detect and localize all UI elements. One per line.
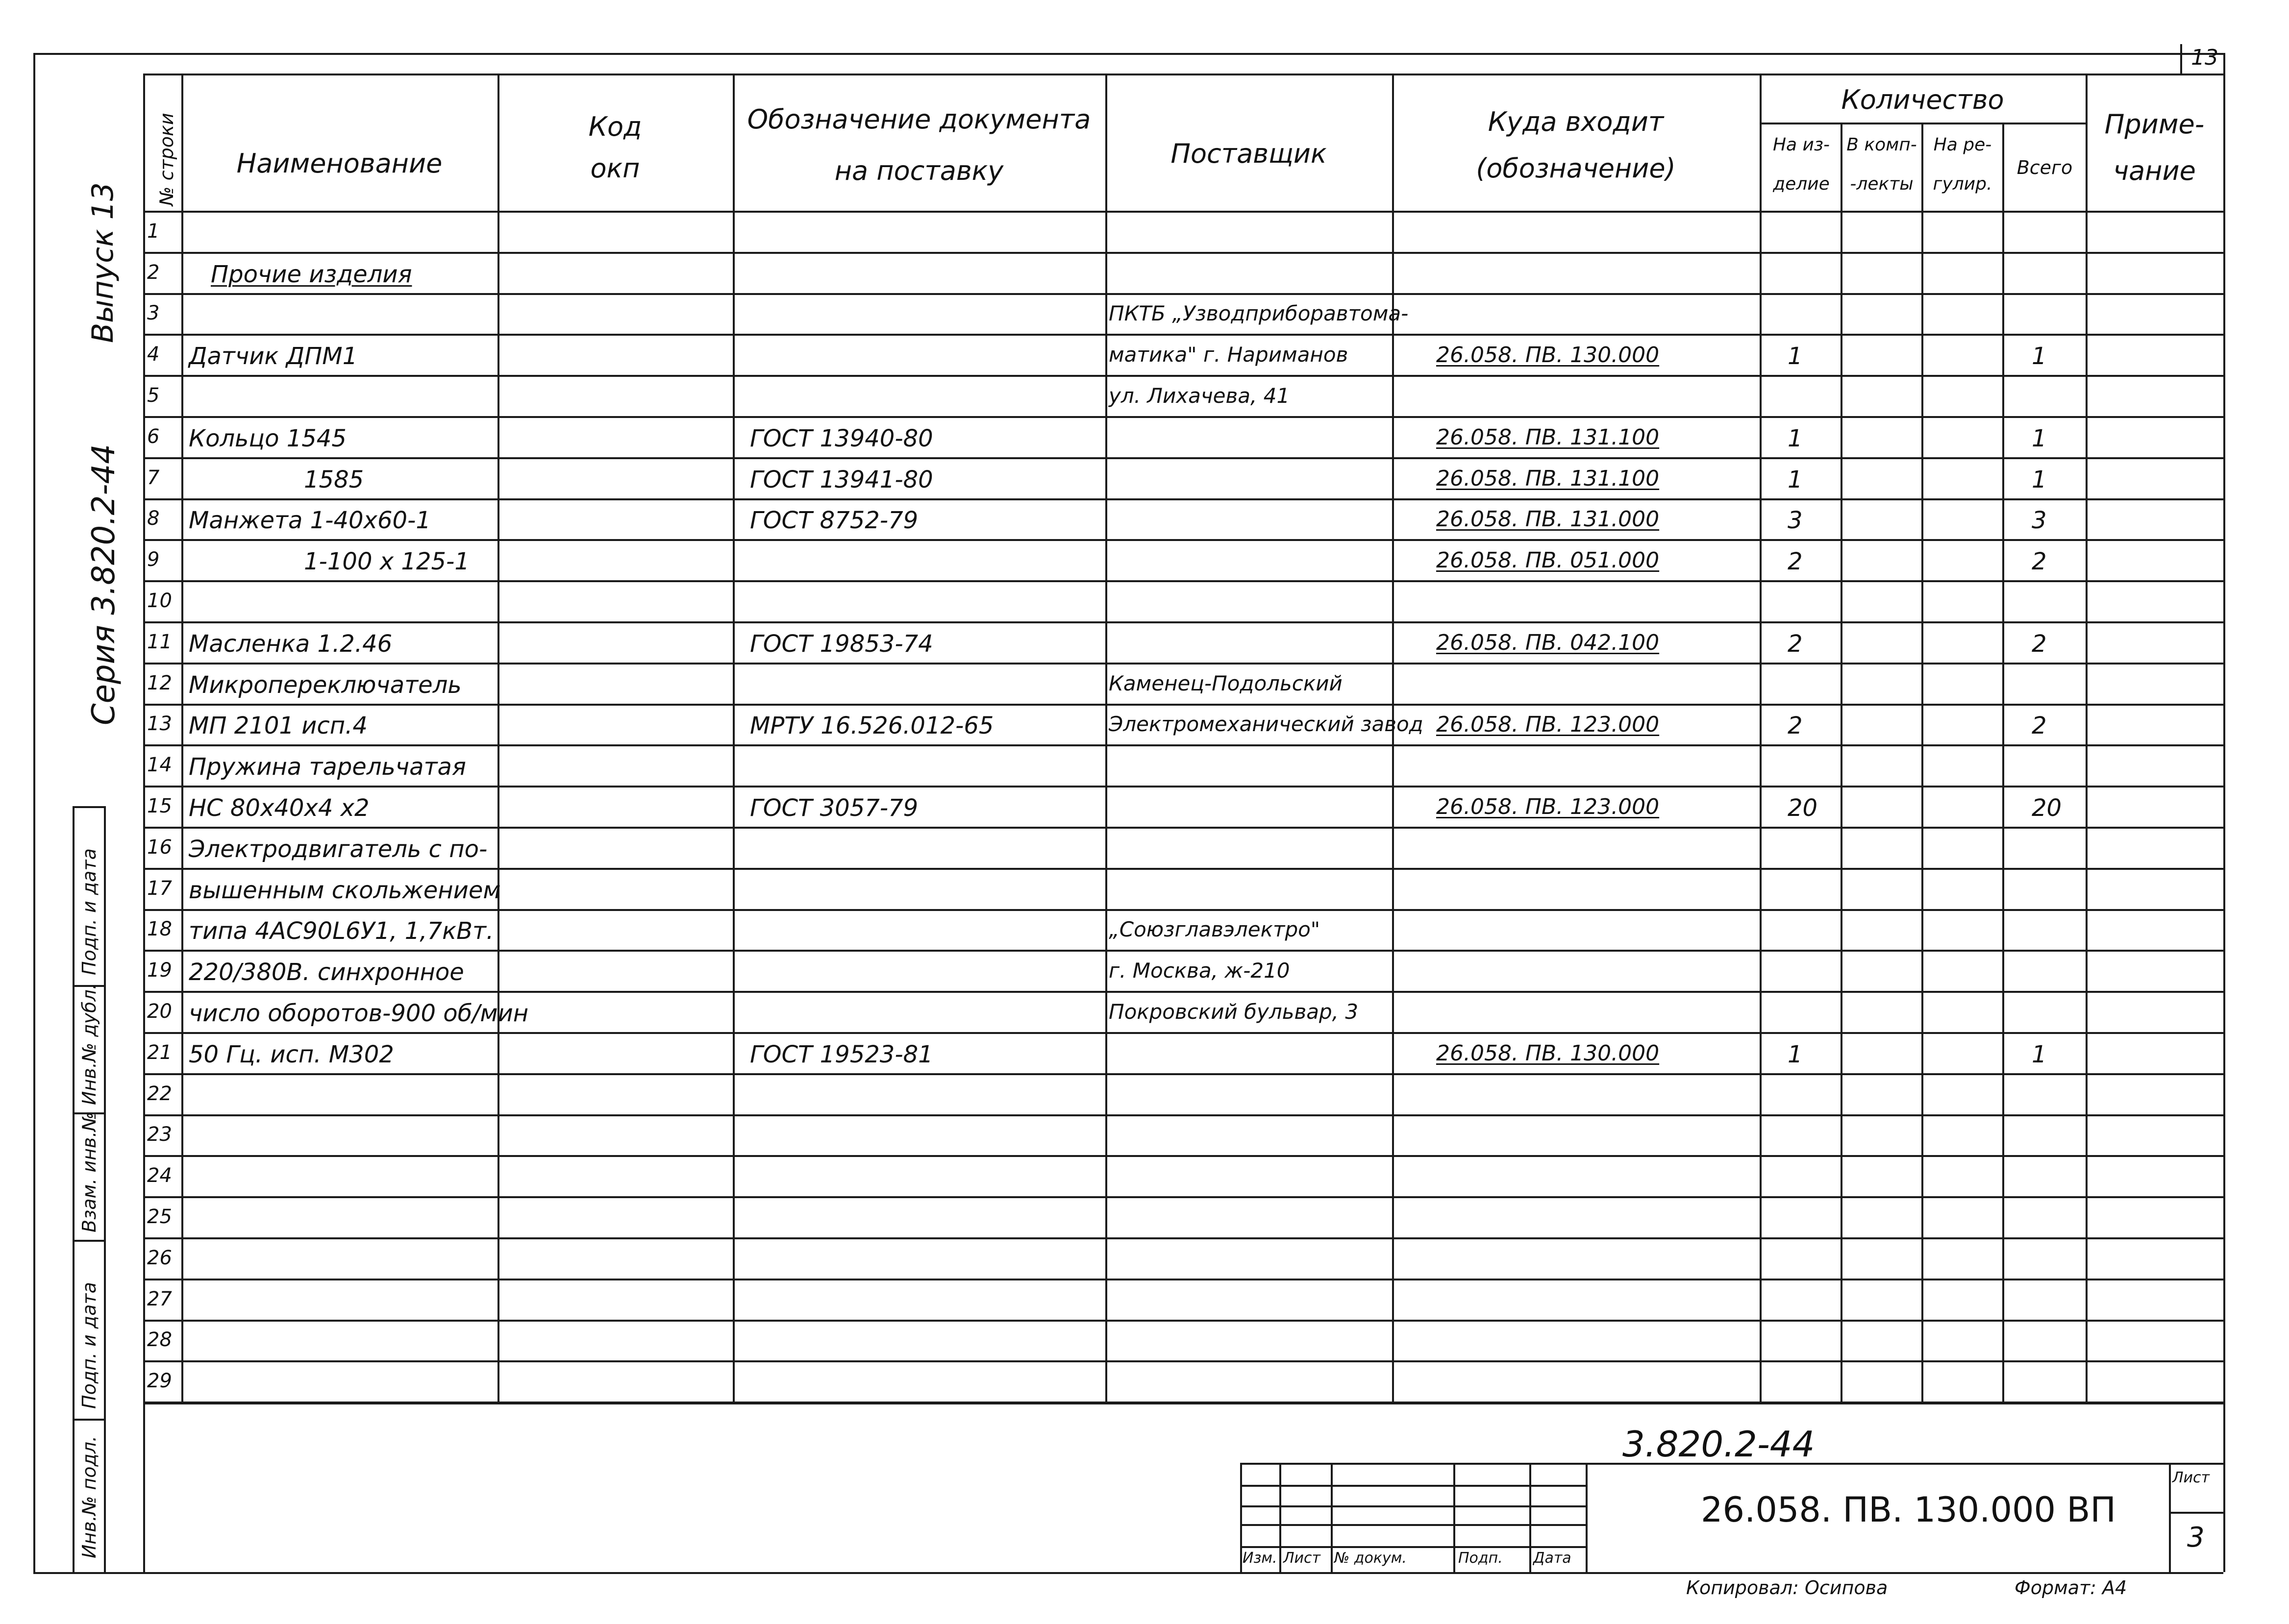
tb-col-doc: № докум. (1334, 1550, 1407, 1567)
row-where: 26.058. ПВ. 042.100 (1436, 630, 1660, 655)
header-q-reg-2: гулир. (1933, 174, 1992, 194)
header-name: Наименование (236, 148, 443, 179)
row-separator (143, 1360, 2223, 1362)
row-doc: ГОСТ 13940-80 (750, 425, 933, 452)
header-doc-2: на поставку (834, 155, 1004, 186)
stamp-replace-inv: Взам. инв.№ (78, 1112, 100, 1232)
row-name: число оборотов-900 об/мин (189, 1000, 529, 1027)
row-qty-item: 1 (1788, 466, 1803, 493)
row-where: 26.058. ПВ. 131.100 (1436, 425, 1660, 450)
row-separator (143, 498, 2223, 500)
row-separator (143, 704, 2223, 706)
row-supplier: Покровский бульвар, 3 (1109, 1000, 1359, 1024)
row-name: Электродвигатель с по- (189, 836, 488, 863)
row-name: 220/380В. синхронное (189, 959, 464, 986)
frame-left (33, 53, 35, 1572)
header-supplier: Поставщик (1170, 138, 1327, 169)
row-separator (143, 539, 2223, 541)
row-qty-total: 1 (2032, 425, 2047, 452)
row-where: 26.058. ПВ. 123.000 (1436, 712, 1660, 737)
header-q-kit-2: -лекты (1850, 174, 1914, 194)
row-separator (143, 375, 2223, 377)
row-supplier: „Союзглавэлектро" (1109, 917, 1320, 941)
row-number: 28 (147, 1329, 172, 1351)
row-number: 11 (147, 631, 172, 653)
row-where: 26.058. ПВ. 130.000 (1436, 1041, 1660, 1066)
header-q-kit-1: В комп- (1846, 135, 1917, 155)
row-qty-total: 1 (2032, 343, 2047, 370)
row-separator (143, 580, 2223, 582)
row-number: 19 (147, 959, 172, 982)
row-name: Масленка 1.2.46 (189, 630, 393, 658)
copied-by: Копировал: Осипова (1686, 1577, 1888, 1599)
frame-right (2223, 53, 2225, 1572)
format-label: Формат: А4 (2015, 1577, 2127, 1599)
row-doc: ГОСТ 13941-80 (750, 466, 933, 493)
row-supplier: Электромеханический завод (1109, 712, 1423, 736)
stamp-sign-date-2: Подп. и дата (78, 1282, 100, 1409)
issue-label: Выпуск 13 (86, 182, 120, 343)
tb-col-date: Дата (1533, 1550, 1571, 1567)
row-doc: ГОСТ 19853-74 (750, 630, 933, 658)
row-separator (143, 1279, 2223, 1280)
table-top-border (143, 74, 2223, 75)
row-name: вышенным скольжением (189, 877, 501, 904)
row-qty-item: 1 (1788, 343, 1803, 370)
row-number: 9 (147, 548, 160, 571)
row-name: Прочие изделия (211, 261, 412, 288)
row-number: 18 (147, 918, 172, 940)
row-qty-total: 2 (2032, 548, 2047, 575)
row-number: 29 (147, 1370, 172, 1392)
row-number: 22 (147, 1083, 172, 1105)
row-number: 13 (147, 713, 172, 735)
row-name: типа 4АС90L6У1, 1,7кВт. (189, 917, 494, 945)
row-number: 23 (147, 1123, 172, 1146)
row-separator (143, 1320, 2223, 1322)
table-left-border (143, 74, 145, 1572)
row-separator (143, 416, 2223, 418)
header-where-2: (обозначение) (1476, 153, 1676, 184)
series-label: Серия 3.820.2-44 (86, 444, 122, 725)
row-doc: МРТУ 16.526.012-65 (750, 712, 994, 739)
row-qty-total: 20 (2032, 794, 2062, 822)
row-name: Манжета 1-40х60-1 (189, 507, 431, 534)
tb-col-izm: Изм. (1243, 1550, 1277, 1567)
row-number: 7 (147, 467, 160, 489)
header-okp-1: Код (588, 111, 642, 142)
row-name: Пружина тарельчатая (189, 753, 466, 781)
row-number: 14 (147, 754, 172, 776)
header-bottom-border (143, 211, 2223, 213)
sheet-label: Лист (2172, 1469, 2210, 1486)
row-number: 25 (147, 1206, 172, 1228)
row-separator (143, 293, 2223, 295)
row-number: 4 (147, 343, 160, 366)
row-qty-total: 1 (2032, 466, 2047, 493)
row-separator (143, 991, 2223, 993)
row-number: 26 (147, 1247, 172, 1269)
stamp-orig-inv: Инв.№ подл. (78, 1435, 100, 1558)
row-number: 8 (147, 507, 160, 530)
row-qty-item: 3 (1788, 507, 1803, 534)
row-name: МП 2101 исп.4 (189, 712, 368, 739)
row-where: 26.058. ПВ. 131.100 (1436, 466, 1660, 491)
series-code: 3.820.2-44 (1622, 1424, 1815, 1465)
header-q-item-2: делие (1773, 174, 1830, 194)
row-separator (143, 1114, 2223, 1116)
tb-col-sign: Подп. (1458, 1550, 1503, 1567)
header-row-no: № строки (156, 113, 177, 206)
doc-code: 26.058. ПВ. 130.000 ВП (1701, 1490, 2116, 1530)
row-doc: ГОСТ 19523-81 (750, 1041, 933, 1068)
stamp-dup-inv: Инв.№ дубл. (78, 984, 100, 1105)
header-where-1: Куда входит (1488, 106, 1664, 137)
row-separator (143, 1032, 2223, 1034)
row-where: 26.058. ПВ. 051.000 (1436, 548, 1660, 573)
frame-bottom (33, 1572, 2223, 1574)
row-separator (143, 744, 2223, 746)
row-where: 26.058. ПВ. 131.000 (1436, 507, 1660, 532)
sheet-number: 3 (2187, 1522, 2205, 1553)
row-separator (143, 621, 2223, 623)
row-number: 20 (147, 1000, 172, 1023)
row-separator (143, 1073, 2223, 1075)
row-separator (143, 663, 2223, 664)
row-name: Датчик ДПМ1 (189, 343, 358, 370)
header-q-total: Всего (2016, 157, 2073, 178)
row-supplier: ул. Лихачева, 41 (1109, 384, 1290, 408)
row-separator (143, 786, 2223, 787)
row-supplier: Каменец-Подольский (1109, 671, 1343, 695)
header-note-1: Приме- (2104, 109, 2205, 140)
row-where: 26.058. ПВ. 130.000 (1436, 343, 1660, 368)
row-number: 15 (147, 795, 172, 817)
row-qty-item: 2 (1788, 630, 1803, 658)
row-qty-item: 1 (1788, 1041, 1803, 1068)
row-name: Кольцо 1545 (189, 425, 347, 452)
row-qty-total: 1 (2032, 1041, 2047, 1068)
row-name: НС 80х40х4 х2 (189, 794, 370, 822)
row-separator (143, 1402, 2223, 1403)
header-okp-2: окп (590, 153, 640, 184)
frame-top (33, 53, 2223, 55)
row-separator (143, 950, 2223, 952)
tb-col-list: Лист (1283, 1550, 1321, 1567)
row-number: 12 (147, 672, 172, 694)
row-separator (143, 1237, 2223, 1239)
row-separator (143, 457, 2223, 459)
stamp-sign-date-1: Подп. и дата (78, 848, 100, 975)
row-supplier: г. Москва, ж-210 (1109, 959, 1290, 983)
row-doc: ГОСТ 3057-79 (750, 794, 919, 822)
corner-sheet-number: 13 (2191, 45, 2218, 70)
row-name: Микропереключатель (189, 671, 462, 699)
row-separator (143, 868, 2223, 870)
row-number: 5 (147, 384, 160, 407)
row-number: 24 (147, 1164, 172, 1187)
row-number: 27 (147, 1288, 172, 1310)
row-name: 50 Гц. исп. М302 (189, 1041, 394, 1068)
row-name: 1585 (304, 466, 364, 493)
row-qty-total: 3 (2032, 507, 2047, 534)
row-qty-item: 2 (1788, 548, 1803, 575)
row-number: 17 (147, 877, 172, 900)
header-doc-1: Обозначение документа (747, 104, 1091, 135)
row-supplier: ПКТБ „Узводприборавтома- (1109, 301, 1409, 325)
header-q-reg-1: На ре- (1933, 135, 1992, 155)
row-qty-item: 1 (1788, 425, 1803, 452)
row-name: 1-100 х 125-1 (304, 548, 470, 575)
row-doc: ГОСТ 8752-79 (750, 507, 919, 534)
row-separator (143, 1155, 2223, 1157)
row-qty-item: 2 (1788, 712, 1803, 739)
row-number: 6 (147, 425, 160, 448)
header-note-2: чание (2113, 155, 2196, 186)
row-separator (143, 827, 2223, 829)
row-number: 21 (147, 1041, 172, 1064)
header-q-item-1: На из- (1772, 135, 1830, 155)
row-qty-item: 20 (1788, 794, 1818, 822)
row-number: 10 (147, 590, 172, 612)
row-separator (143, 252, 2223, 254)
header-quantity: Количество (1841, 84, 2004, 115)
row-qty-total: 2 (2032, 712, 2047, 739)
row-number: 16 (147, 836, 172, 859)
row-separator (143, 909, 2223, 911)
row-number: 3 (147, 302, 160, 324)
row-number: 2 (147, 261, 160, 284)
row-number: 1 (147, 220, 160, 243)
row-qty-total: 2 (2032, 630, 2047, 658)
row-separator (143, 334, 2223, 336)
row-supplier: матика" г. Нариманов (1109, 343, 1348, 367)
row-separator (143, 1196, 2223, 1198)
row-where: 26.058. ПВ. 123.000 (1436, 794, 1660, 819)
